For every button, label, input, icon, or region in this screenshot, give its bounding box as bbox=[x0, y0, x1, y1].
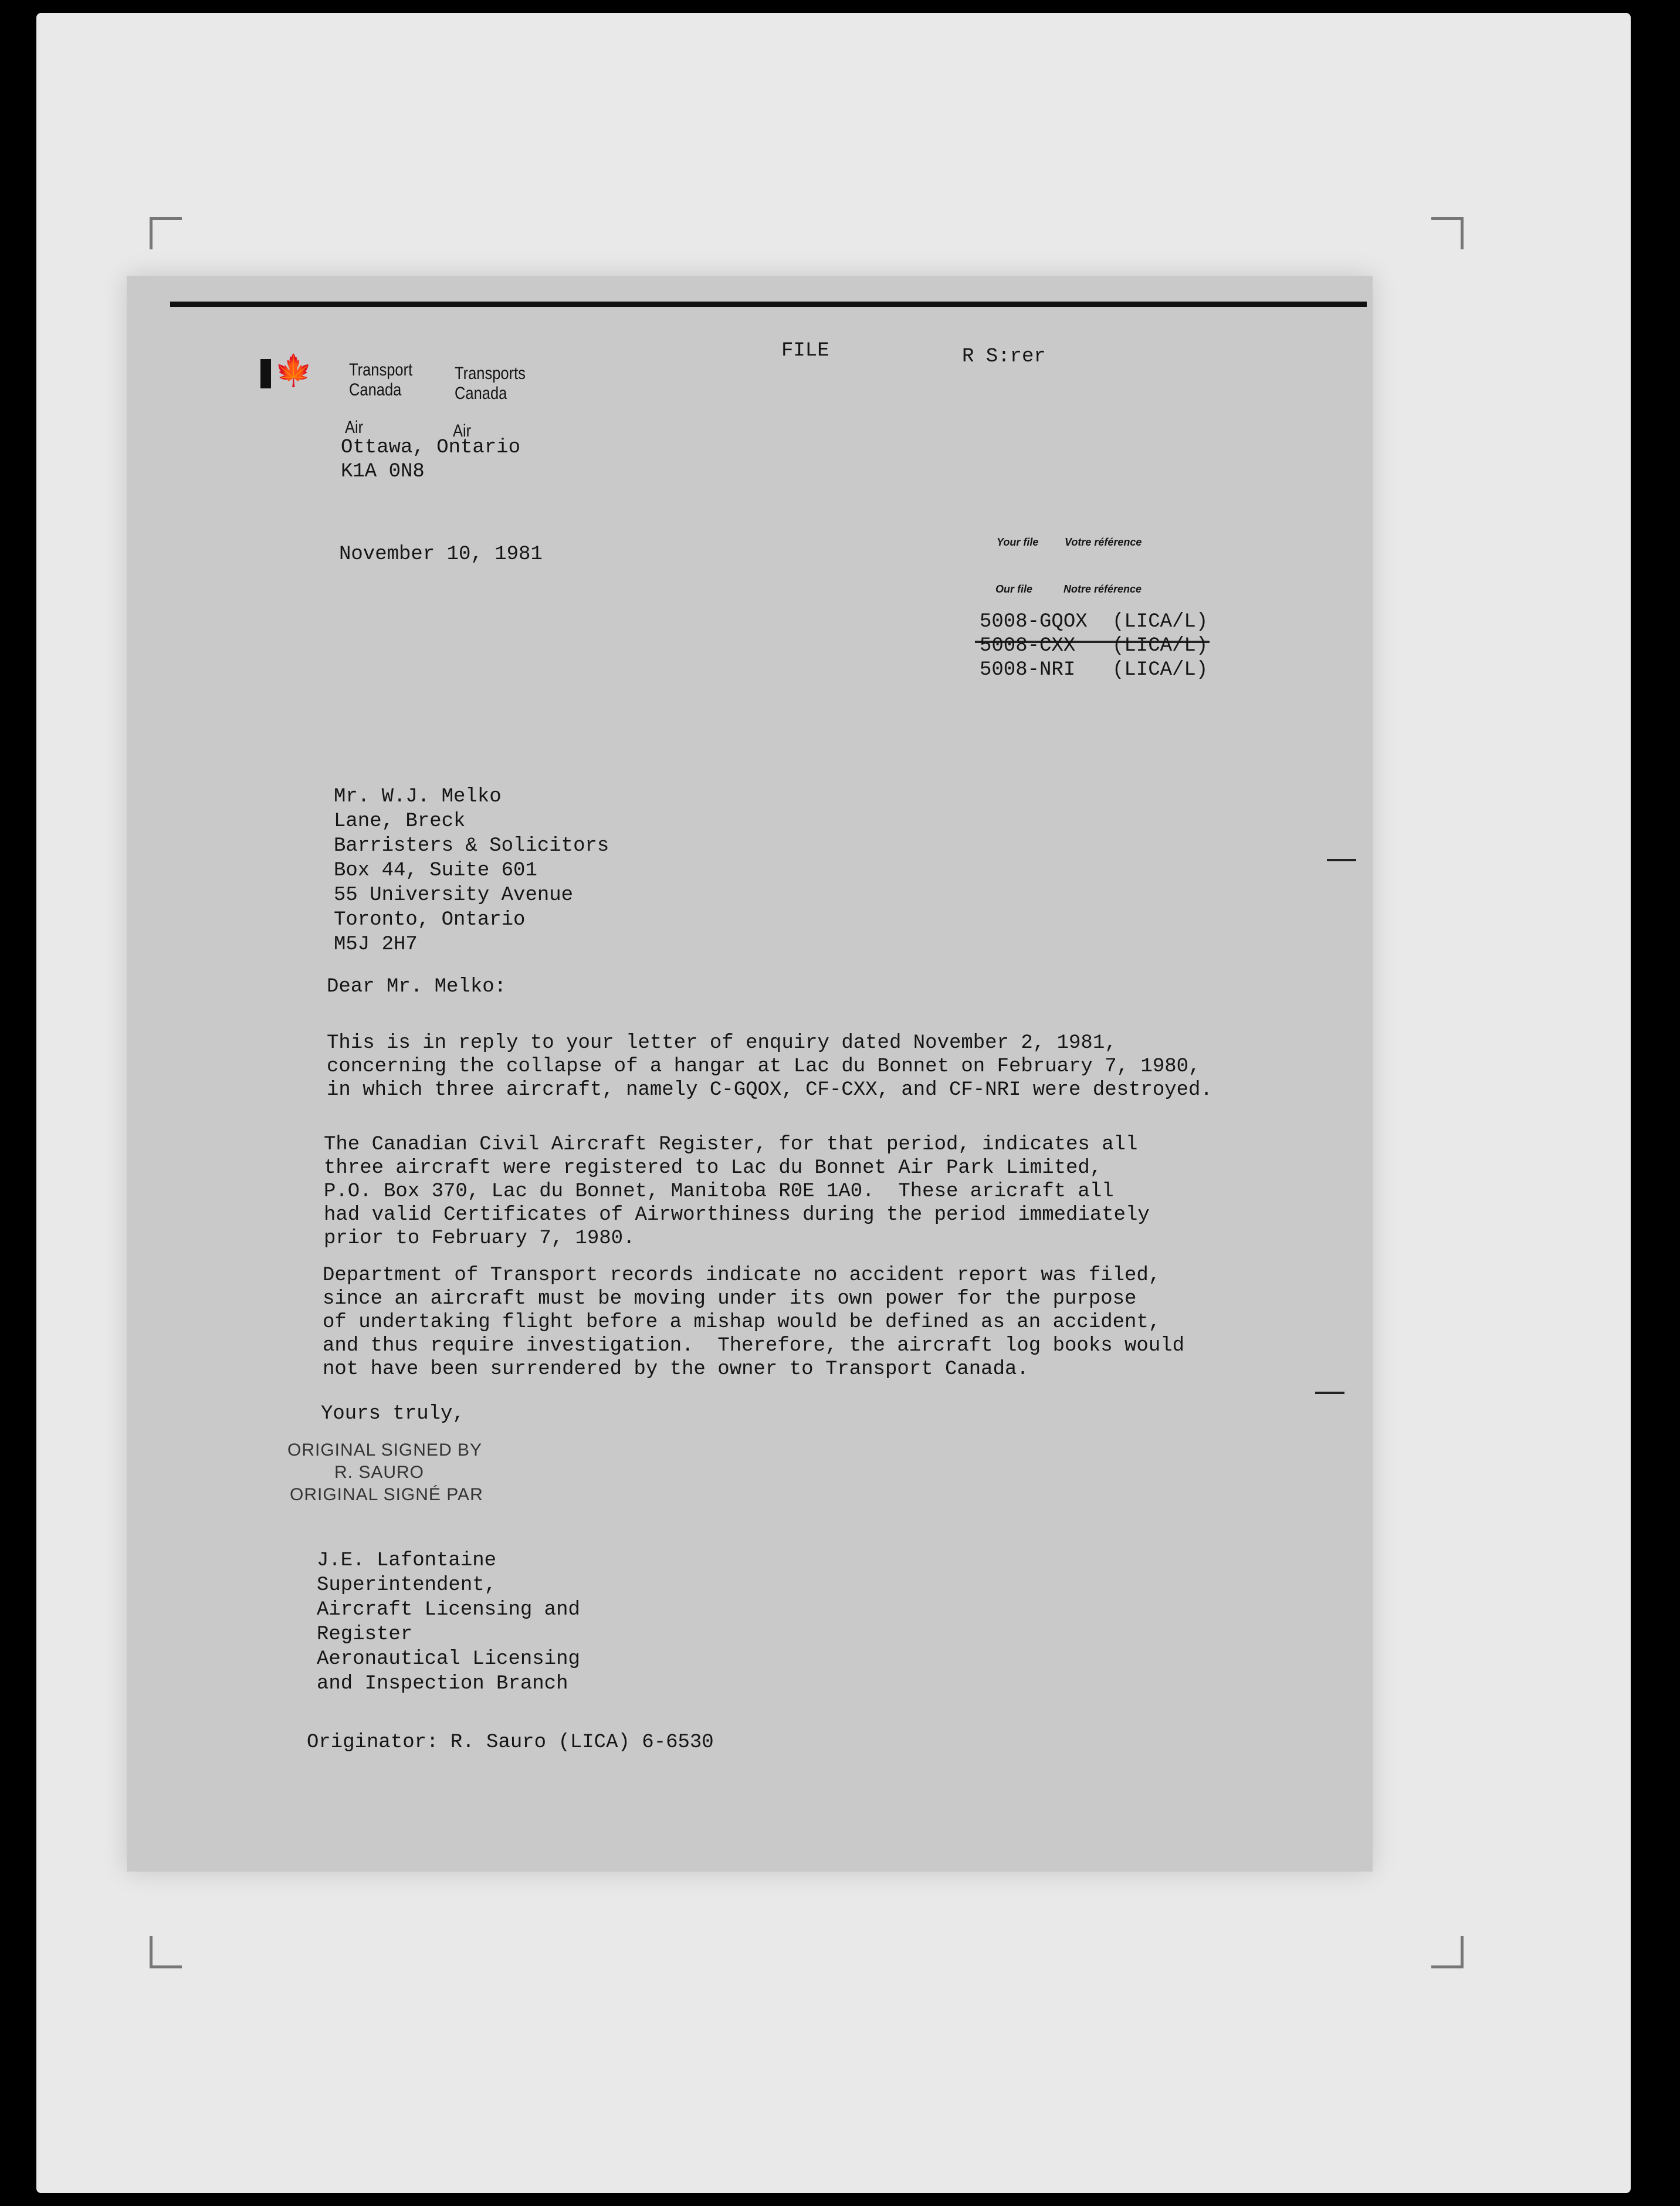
ref-code: (LICA/L) bbox=[1112, 635, 1208, 657]
signer-line: Register bbox=[317, 1623, 413, 1646]
body-line: not have been surrendered by the owner to Transport Canada. bbox=[323, 1358, 1029, 1381]
body-line: Department of Transport records indicate no accident report was filed, bbox=[323, 1264, 1161, 1287]
crop-mark bbox=[150, 217, 182, 249]
dept-name-en: Transport Canada bbox=[349, 360, 413, 400]
crop-mark bbox=[150, 1936, 182, 1968]
signer-line: Aeronautical Licensing bbox=[317, 1648, 580, 1670]
ref-code: (LICA/L) bbox=[1112, 611, 1208, 633]
ref-number: 5008-CXX bbox=[980, 635, 1076, 657]
body-line: had valid Certificates of Airworthiness during the period immediately bbox=[324, 1204, 1150, 1226]
crop-mark bbox=[1431, 217, 1464, 249]
address-line: M5J 2H7 bbox=[334, 933, 418, 956]
ref-code: (LICA/L) bbox=[1112, 659, 1208, 681]
body-line: This is in reply to your letter of enquiry dated November 2, 1981, bbox=[327, 1032, 1117, 1054]
stamp-line: R. SAURO bbox=[334, 1463, 425, 1482]
closing: Yours truly, bbox=[321, 1403, 465, 1425]
ref-number: 5008-NRI bbox=[980, 659, 1076, 681]
body-line: and thus require investigation. Therefore, the aircraft log books would bbox=[323, 1335, 1185, 1357]
maple-leaf-icon: 🍁 bbox=[275, 356, 313, 390]
body-line: in which three aircraft, namely C-GQOX, CF-CXX, and CF-NRI were destroyed. bbox=[327, 1079, 1212, 1101]
body-line: since an aircraft must be moving under its own power for the purpose bbox=[323, 1288, 1137, 1310]
address-line: 55 University Avenue bbox=[334, 884, 574, 906]
salutation: Dear Mr. Melko: bbox=[327, 976, 507, 998]
margin-tick bbox=[1315, 1392, 1344, 1394]
ref-number: 5008-GQOX bbox=[980, 611, 1088, 633]
letterhead-rule bbox=[170, 302, 1367, 307]
dept-name-fr: Transports Canada bbox=[455, 364, 526, 403]
address-line: Barristers & Solicitors bbox=[334, 835, 609, 857]
sender-postal: K1A 0N8 bbox=[341, 461, 425, 483]
body-line: three aircraft were registered to Lac du Bonnet Air Park Limited, bbox=[324, 1157, 1102, 1179]
originator-line: Originator: R. Sauro (LICA) 6-6530 bbox=[307, 1731, 714, 1754]
body-line: The Canadian Civil Aircraft Register, for that period, indicates all bbox=[324, 1134, 1138, 1156]
file-label: FILE bbox=[781, 340, 829, 362]
address-line: Box 44, Suite 601 bbox=[334, 860, 537, 882]
body-line: concerning the collapse of a hangar at Lac du Bonnet on February 7, 1980, bbox=[327, 1055, 1201, 1078]
address-line: Toronto, Ontario bbox=[334, 909, 526, 931]
address-line: Mr. W.J. Melko bbox=[334, 786, 502, 808]
stamp-line: ORIGINAL SIGNÉ PAR bbox=[290, 1485, 483, 1504]
body-line: of undertaking flight before a mishap would be defined as an accident, bbox=[323, 1311, 1161, 1334]
your-file-label-fr: Votre référence bbox=[1065, 536, 1142, 548]
branch-en: Air bbox=[345, 418, 364, 437]
your-file-label-en: Your file bbox=[997, 536, 1039, 548]
sender-city: Ottawa, Ontario bbox=[341, 437, 521, 459]
our-file-label-en: Our file bbox=[995, 583, 1033, 595]
branch-fr: Air bbox=[453, 421, 472, 441]
crop-mark bbox=[1431, 1936, 1464, 1968]
margin-tick bbox=[1327, 859, 1356, 861]
signer-line: and Inspection Branch bbox=[317, 1673, 568, 1695]
letter-date: November 10, 1981 bbox=[339, 543, 543, 566]
signer-line: Aircraft Licensing and bbox=[317, 1599, 580, 1621]
signer-line: J.E. Lafontaine bbox=[317, 1549, 497, 1572]
typist-initials: R S:rer bbox=[962, 346, 1046, 368]
our-file-label-fr: Notre référence bbox=[1063, 583, 1142, 595]
body-line: prior to February 7, 1980. bbox=[324, 1227, 635, 1250]
stamp-line: ORIGINAL SIGNED BY bbox=[287, 1440, 482, 1460]
body-line: P.O. Box 370, Lac du Bonnet, Manitoba R0E 1A0. These aricraft all bbox=[324, 1180, 1114, 1203]
signer-line: Superintendent, bbox=[317, 1574, 497, 1596]
address-line: Lane, Breck bbox=[334, 810, 466, 833]
canada-flag-bar-icon bbox=[260, 359, 271, 388]
